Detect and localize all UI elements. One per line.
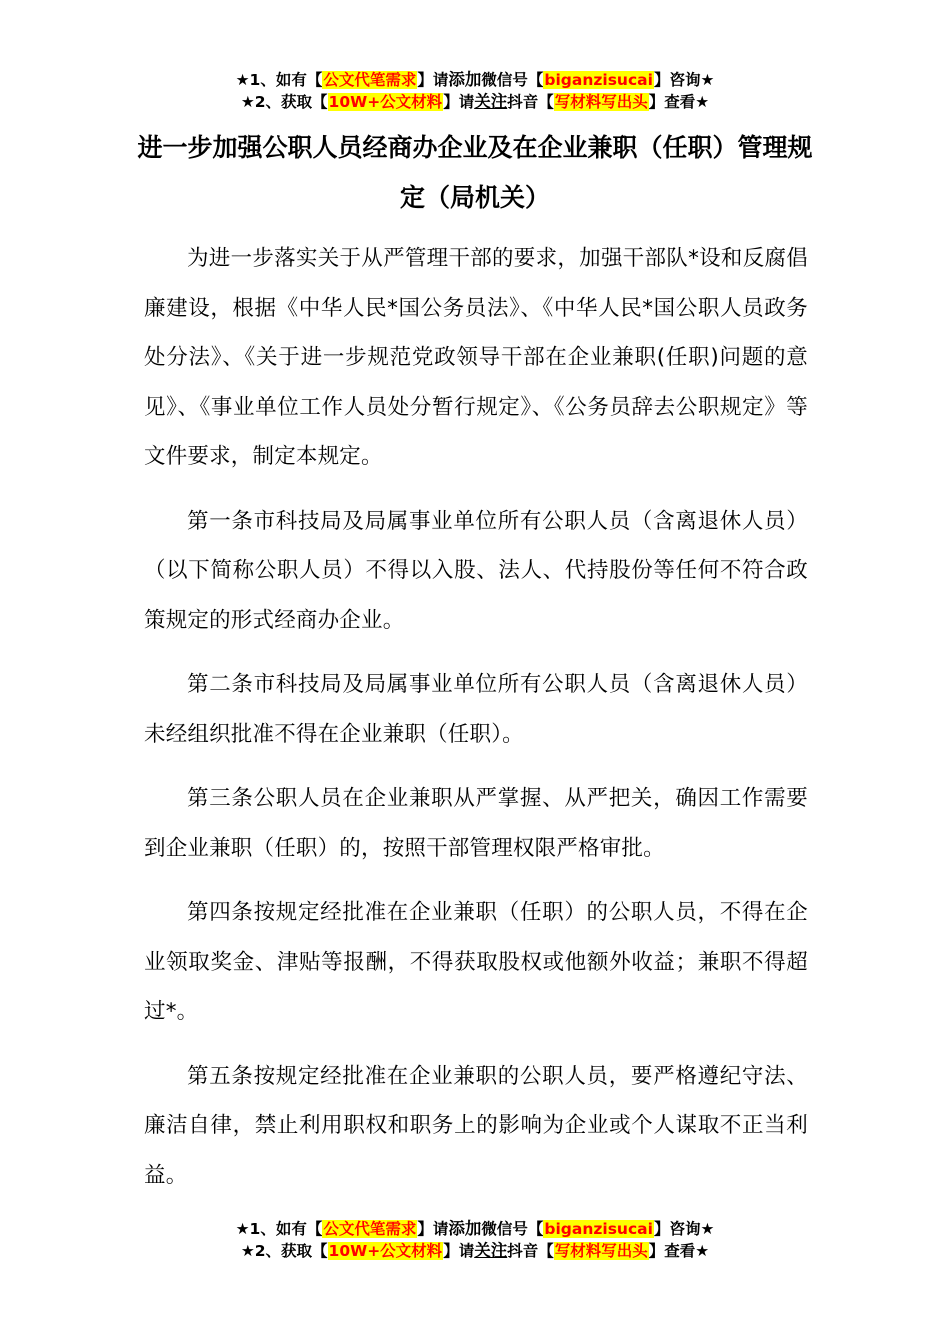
paragraph-article-5: 第五条按规定经批准在企业兼职的公职人员，要严格遵纪守法、廉洁自律，禁止利用职权和职务上的影响为企业或个人谋取不正当利益。 [144, 1063, 808, 1188]
banner-emphasis: 关注 [474, 1241, 508, 1260]
banner-text: 】咨询★ [653, 1220, 715, 1238]
banner-text: 】请 [443, 93, 475, 111]
paragraph-preamble: 为进一步落实关于从严管理干部的要求，加强干部队*设和反腐倡廉建设，根据《中华人民*国公务员法》、《中华人民*国公职人员政务处分法》、《关于进一步规范党政领导干部在企业兼职(任职)问题的意见》、《事业单位工作人员处分暂行规定》、《公务员辞去公职规定》等文件要求，制定本规定。 [144, 246, 808, 469]
banner-highlight-douyin: 写材料写出头 [554, 93, 648, 111]
banner-line-2 [0, 1240, 950, 1262]
document-title: 进一步加强公职人员经商办企业及在企业兼职（任职）管理规定（局机关） [137, 133, 813, 212]
banner-text: ★2、获取【 [240, 1242, 328, 1260]
banner-text: 微信号【 [481, 71, 544, 89]
banner-text: ★1、如有【 [235, 1220, 323, 1238]
banner-highlight-douyin: 写材料写出头 [554, 1242, 648, 1260]
paragraph-article-3: 第三条公职人员在企业兼职从严掌握、从严把关，确因工作需要到企业兼职（任职）的，按照干部管理权限严格审批。 [144, 786, 808, 861]
banner-line-2 [0, 91, 950, 113]
footer-banner [0, 1218, 950, 1262]
banner-line-1 [0, 1218, 950, 1240]
banner-text: 】查看★ [648, 1242, 710, 1260]
banner-text: 抖音【 [507, 1242, 554, 1260]
document-body [144, 234, 808, 1215]
banner-text: 微信号【 [481, 1220, 544, 1238]
banner-highlight-materials: 10W+公文材料 [328, 1242, 443, 1260]
banner-emphasis: 添加 [448, 70, 482, 89]
banner-text: ★2、获取【 [240, 93, 328, 111]
banner-emphasis: 添加 [448, 1219, 482, 1238]
banner-highlight-wechat: biganzisucai [544, 1220, 653, 1238]
banner-text: 】请 [417, 71, 449, 89]
banner-text: 】咨询★ [653, 71, 715, 89]
banner-emphasis: 关注 [474, 92, 508, 111]
banner-text: 抖音【 [507, 93, 554, 111]
banner-highlight-service: 公文代笔需求 [323, 71, 417, 89]
banner-text: 】请 [417, 1220, 449, 1238]
banner-highlight-wechat: biganzisucai [544, 71, 653, 89]
banner-line-1 [0, 69, 950, 91]
banner-highlight-service: 公文代笔需求 [323, 1220, 417, 1238]
banner-text: 】查看★ [648, 93, 710, 111]
header-banner [0, 69, 950, 113]
banner-text: ★1、如有【 [235, 71, 323, 89]
paragraph-article-1: 第一条市科技局及局属事业单位所有公职人员（含离退休人员）（以下简称公职人员）不得以入股、法人、代持股份等任何不符合政策规定的形式经商办企业。 [144, 508, 808, 633]
paragraph-article-2: 第二条市科技局及局属事业单位所有公职人员（含离退休人员）未经组织批准不得在企业兼职（任职）。 [144, 672, 808, 747]
banner-highlight-materials: 10W+公文材料 [328, 93, 443, 111]
banner-text: 】请 [443, 1242, 475, 1260]
paragraph-article-4: 第四条按规定经批准在企业兼职（任职）的公职人员，不得在企业领取奖金、津贴等报酬，不得获取股权或他额外收益；兼职不得超过*。 [144, 900, 808, 1024]
